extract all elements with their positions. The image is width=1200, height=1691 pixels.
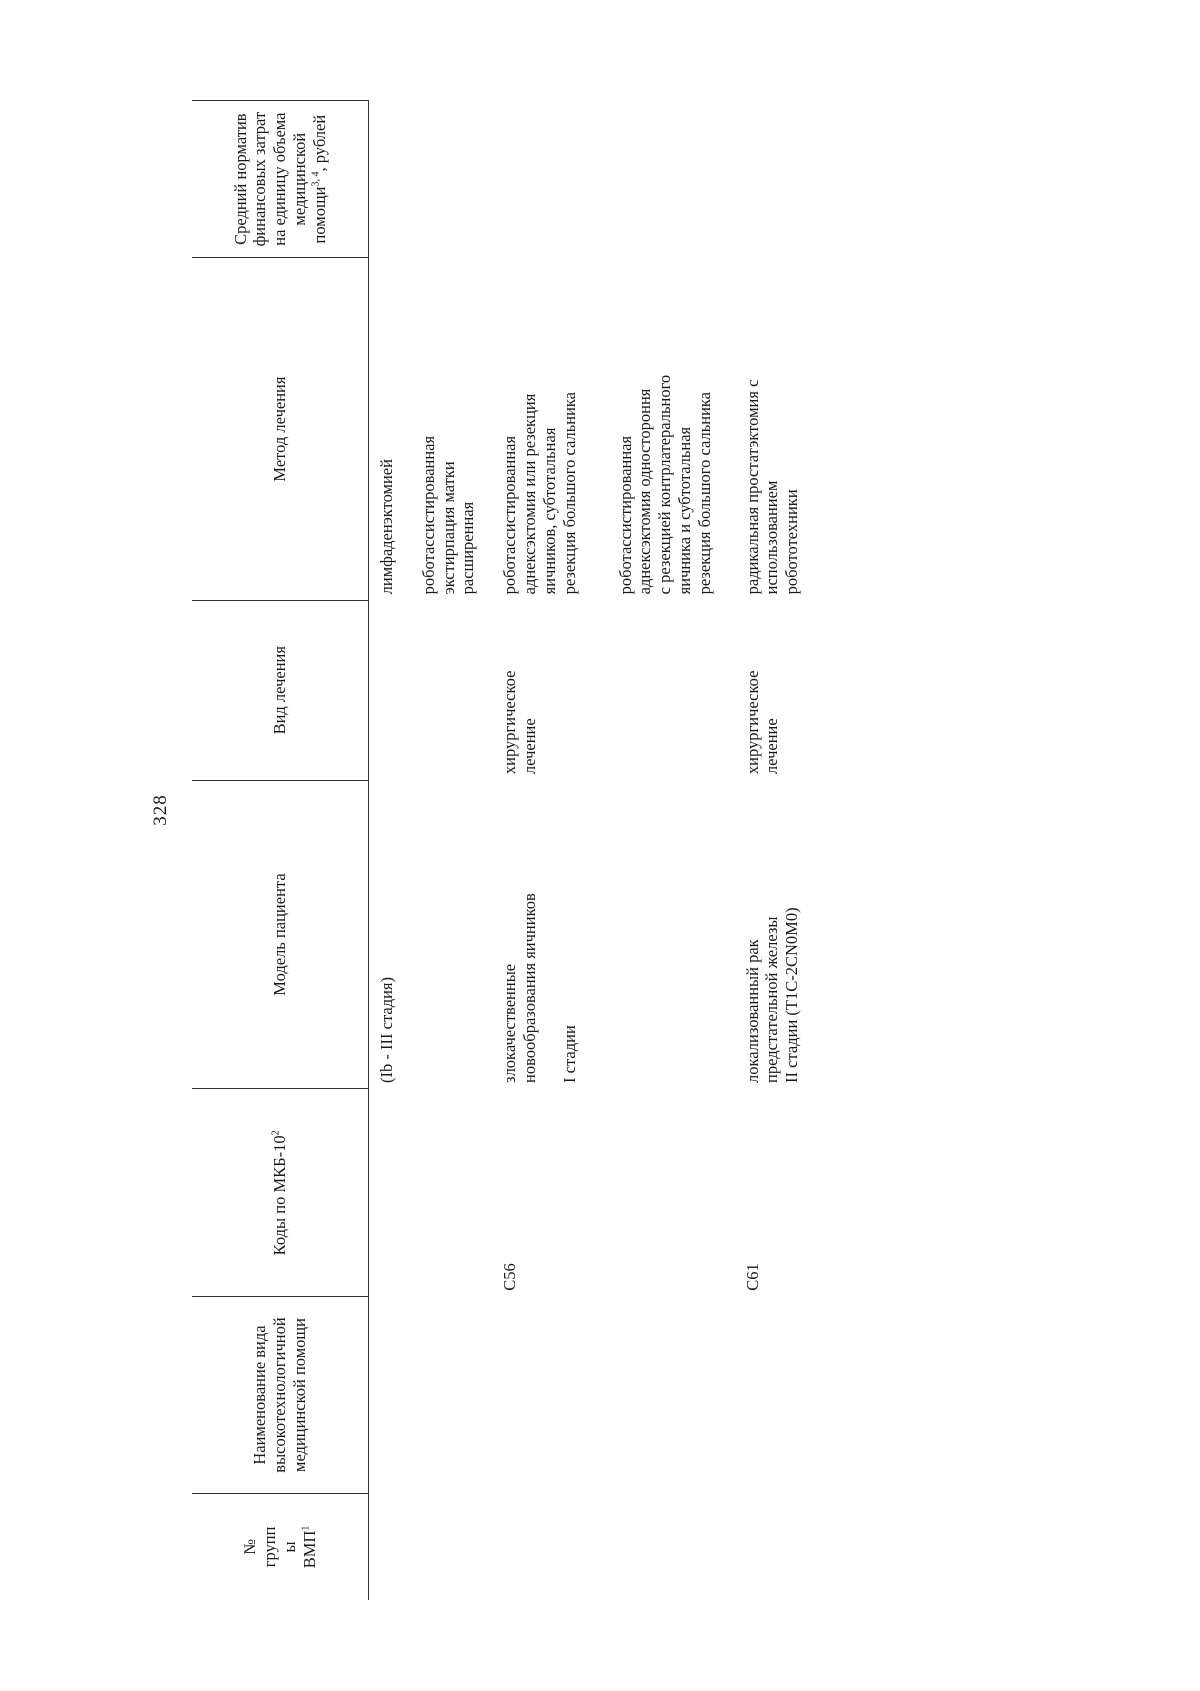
cell-group-number	[715, 1493, 802, 1600]
type-line: хирургическое	[500, 670, 520, 775]
header-num-line: №	[240, 1539, 260, 1555]
model-line: локализованный рак	[742, 939, 762, 1083]
model-line: злокачественные	[500, 963, 520, 1083]
model-line: новообразования яичников	[519, 893, 539, 1083]
header-num-line	[300, 1498, 320, 1596]
cell-vmp-name	[397, 1297, 478, 1494]
type-line: хирургическое	[742, 670, 762, 775]
cell-icd-code	[397, 1089, 478, 1297]
header-group-number	[192, 1493, 369, 1600]
cell-cost	[580, 101, 715, 258]
footnote-marker: 3, 4	[310, 171, 322, 187]
cell-treatment-method	[580, 258, 715, 601]
cell-treatment-type	[397, 600, 478, 780]
table-header-row	[192, 101, 369, 1601]
cell-patient-model	[580, 780, 715, 1089]
footnote-marker: 1	[300, 1525, 312, 1531]
cell-icd-code: C56	[500, 1263, 520, 1291]
rotated-sheet	[150, 100, 1055, 1600]
method-line: экстирпация матки	[438, 461, 458, 595]
model-line: I стадии	[559, 1025, 579, 1083]
cell-group-number	[369, 1493, 397, 1600]
method-line: роботассистированная	[615, 435, 635, 595]
table-row	[397, 101, 478, 1601]
cell-icd-code: C61	[742, 1263, 762, 1291]
header-treatment-method: Метод лечения	[192, 258, 369, 601]
cell-vmp-name	[715, 1297, 802, 1494]
cell-icd-code	[580, 1089, 715, 1297]
header-icd-codes	[192, 1089, 369, 1297]
cell-group-number	[580, 1493, 715, 1600]
vmp-table	[192, 100, 802, 1600]
cell-cost	[478, 101, 579, 258]
method-line: яичников, субтотальная	[539, 427, 559, 595]
method-line: лимфаденэктомией	[377, 459, 396, 595]
model-line: предстательной железы	[762, 916, 782, 1083]
table-row	[715, 101, 802, 1601]
footnote-marker: 2	[270, 1130, 282, 1136]
header-num-line: групп	[260, 1526, 280, 1568]
cell-cost	[369, 101, 397, 258]
method-line: аднексэктомия или резекция	[519, 393, 539, 595]
cell-patient-model	[397, 780, 478, 1089]
method-line: робототехники	[782, 489, 802, 595]
cell-patient-model	[715, 780, 802, 1089]
cell-cost	[397, 101, 478, 258]
cell-treatment-type	[478, 600, 579, 780]
method-line: роботассистированная	[418, 435, 438, 595]
type-line: лечение	[519, 718, 539, 775]
model-line: II стадии (T1C-2CN0M0)	[782, 907, 802, 1083]
cell-treatment-type	[369, 600, 397, 780]
method-line: радикальная простатэктомия с	[742, 379, 762, 595]
header-treatment-type: Вид лечения	[192, 600, 369, 780]
cell-treatment-type	[580, 600, 715, 780]
cell-vmp-name	[580, 1297, 715, 1494]
model-line: (Ib - III стадия)	[377, 976, 396, 1083]
method-line: расширенная	[458, 501, 478, 595]
method-line: роботассистированная	[500, 435, 520, 595]
page-number: 328	[150, 794, 171, 826]
method-line: использованием	[762, 480, 782, 595]
cell-patient-model	[369, 780, 397, 1089]
cell-vmp-name	[369, 1297, 397, 1494]
cell-cost	[715, 101, 802, 258]
table-row	[369, 101, 397, 1601]
method-line: резекция большого сальника	[694, 391, 714, 595]
method-line: с резекцией контрлатерального	[655, 374, 675, 595]
method-line: резекция большого сальника	[559, 391, 579, 595]
cell-group-number	[478, 1493, 579, 1600]
header-cost-standard	[192, 101, 369, 258]
header-patient-model: Модель пациента	[192, 780, 369, 1089]
header-num-line: ы	[280, 1541, 299, 1553]
cell-treatment-method	[397, 258, 478, 601]
table-row	[478, 101, 579, 1601]
header-cost-text: Средний норматив финансовых затрат на единицу объема медицинской помощи	[230, 111, 329, 247]
header-vmp-name: Наименование вида высокотехнологичной медицинской помощи	[192, 1297, 369, 1494]
type-line: лечение	[762, 718, 782, 775]
cell-treatment-type	[715, 600, 802, 780]
header-cost-unit: , рублей	[309, 114, 329, 172]
cell-treatment-method	[715, 258, 802, 601]
cell-icd-code	[369, 1089, 397, 1297]
cell-treatment-method	[478, 258, 579, 601]
method-line: аднексэктомия одностороння	[635, 388, 655, 595]
table-row	[580, 101, 715, 1601]
method-line: яичника и субтотальная	[674, 426, 694, 595]
header-codes-text: Коды по МКБ-10	[270, 1135, 290, 1256]
cell-treatment-method	[369, 258, 397, 601]
cell-group-number	[397, 1493, 478, 1600]
header-num-text: ВМП	[299, 1530, 319, 1569]
cell-vmp-name	[478, 1297, 579, 1494]
cell-patient-model	[478, 780, 579, 1089]
